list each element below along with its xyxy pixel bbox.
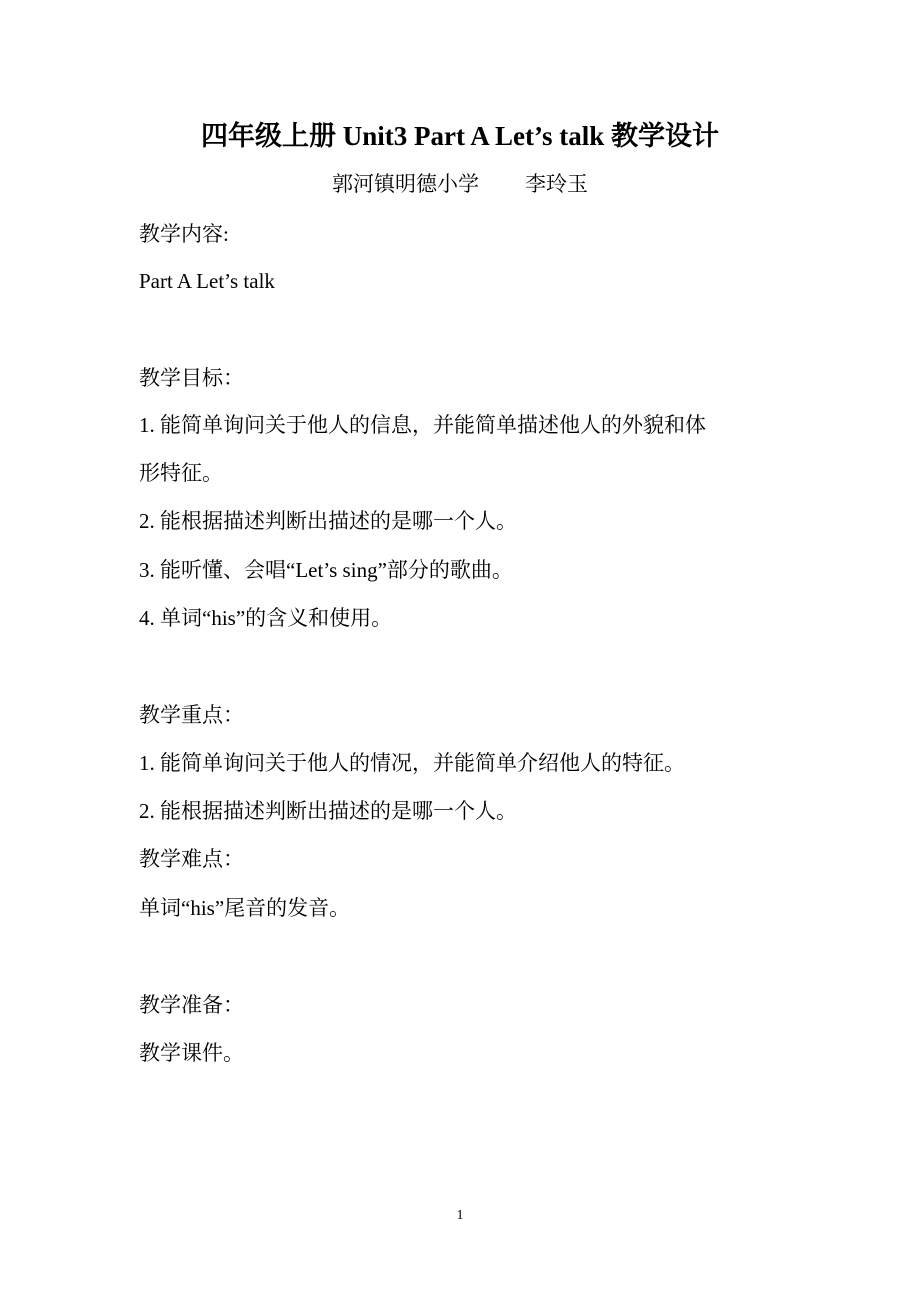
author-line — [0, 168, 920, 200]
document-title: 四年级上册 Unit3 Part A Let’s talk 教学设计 — [201, 121, 719, 151]
objective-item-1-line-1: 1. 能简单询问关于他人的信息，并能简单描述他人的外貌和体 — [139, 413, 706, 437]
key-point-item-1: 1. 能简单询问关于他人的情况，并能简单介绍他人的特征。 — [139, 751, 685, 775]
content-text: Part A Let’s talk — [139, 269, 275, 293]
objective-item-3: 3. 能听懂、会唱“Let’s sing”部分的歌曲。 — [139, 558, 513, 582]
page-number: 1 — [456, 1208, 464, 1223]
objective-item-2: 2. 能根据描述判断出描述的是哪一个人。 — [139, 509, 517, 533]
key-point-item-2: 2. 能根据描述判断出描述的是哪一个人。 — [139, 799, 517, 823]
objective-item-4: 4. 单词“his”的含义和使用。 — [139, 606, 393, 630]
content-heading: 教学内容: — [139, 222, 229, 246]
preparation-heading: 教学准备： — [139, 993, 244, 1017]
author-name: 李玲玉 — [525, 172, 588, 196]
objective-item-1-line-2: 形特征。 — [139, 461, 223, 485]
difficulties-text: 单词“his”尾音的发音。 — [139, 896, 351, 920]
preparation-text: 教学课件。 — [139, 1041, 244, 1065]
author-school: 郭河镇明德小学 — [332, 172, 479, 196]
objectives-heading: 教学目标： — [139, 366, 244, 390]
key-points-heading: 教学重点： — [139, 703, 244, 727]
difficulties-heading: 教学难点： — [139, 847, 244, 871]
